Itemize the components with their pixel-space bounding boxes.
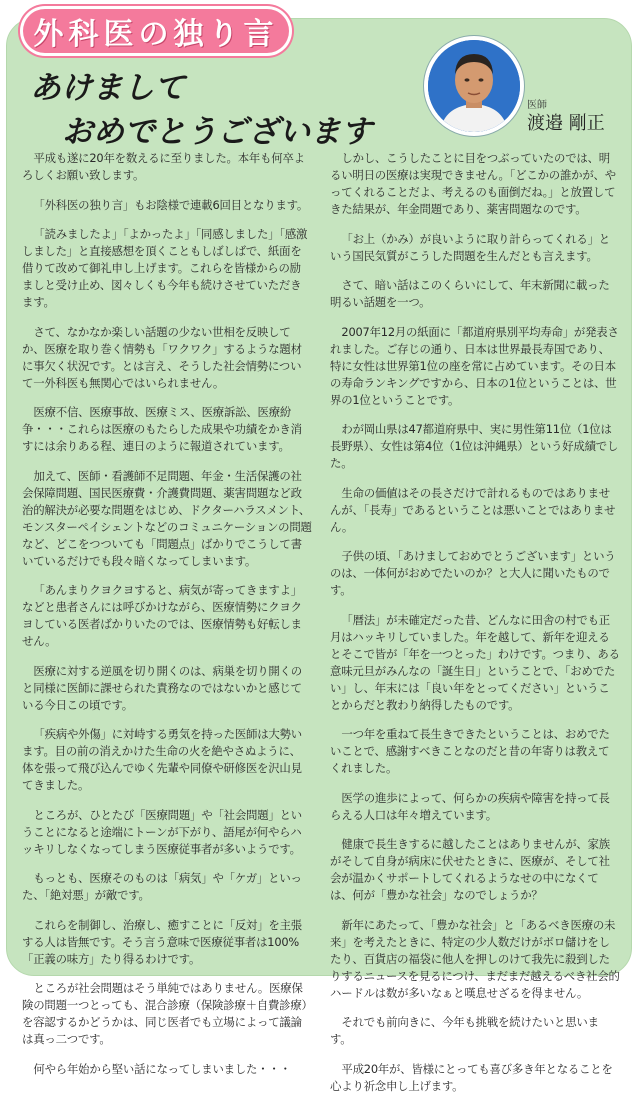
right-column [330,150,620,1107]
paragraph: もっとも、医療そのものは「病気」や「ケガ」といった、「絶対悪」が敵です。 [22,871,302,902]
paragraph: 「あんまりクヨクヨすると、病気が寄ってきますよ」などと患者さんには呼びかけながら、医療情勢にクヨクヨしている医者ばかりいたのでは、医療情勢も好転しません。 [22,583,302,648]
article-headline [30,66,372,154]
paragraph: それでも前向きに、今年も挑戦を続けたいと思います。 [330,1015,599,1046]
paragraph: 「疾病や外傷」に対峙する勇気を持った医師は大勢います。目の前の消えかけた生命の火を絶やさぬように、体を張って飛び込んでゆく先輩や同僚や研修医を沢山見てきました。 [22,727,302,792]
author-role: 医師 [527,100,547,111]
author-name: 渡邉 剛正 [527,113,605,134]
paragraph: 医療不信、医療事故、医療ミス、医療訴訟、医療紛争・・・これらは医療のもたらした成果や功績をかき消すには余りある程、連日のように報道されています。 [22,405,302,453]
paragraph: 何やら年始から堅い話になってしまいました・・・ [33,1061,291,1076]
paragraph: 「読みましたよ」「よかったよ」「同感しました」「感激しました」と直接感想を頂くこともしばしばで、紙面を借りて改めて御礼申し上げます。これらを皆様からの励ましと受け止め、図々しくも今年も続けさせていただきます。 [22,227,308,309]
author-portrait-icon [428,40,520,132]
author-photo [424,36,524,136]
paragraph: 「お上（かみ）が良いように取り計らってくれる」という国民気質がこうした問題を生んだとも言えます。 [330,231,610,263]
paragraph: 健康で長生きするに越したことはありませんが、家族がそして自身が病床に伏せたときに、医療が、そして社会が温かくサポートしてくれるようなせの中になくては、何が「豊かな社会」なのでしょうか？ [330,837,610,902]
headline-line-2: おめでとうございます [62,114,372,150]
paragraph: これらを制御し、治療し、癒すことに「反対」を主張する人は皆無です。そう言う意味で医療従事者は100%「正義の味方」たり得るわけです。 [22,917,302,966]
paragraph: さて、暗い話はこのくらいにして、年末新聞に載った明るい話題を一つ。 [330,278,610,309]
paragraph: 平成も遂に20年を数えるに至りました。本年も何卒よろしくお願い致します。 [22,151,305,182]
paragraph: 生命の価値はその長さだけで計れるものではありませんが、「長寿」であるということは悪いことではありません。 [330,485,616,534]
headline-line-1: あけまして [30,70,185,106]
paragraph: しかし、こうしたことに目をつぶっていたのでは、明るい明日の医療は実現できません。「どこかの誰かが、やってくれることだよ、考えるのも面倒だね。」と放置してきた結果が、年金問題であり、薬害問題なのです。 [330,151,616,216]
paragraph: 「外科医の独り言」もお陰様で連載6回目となります。 [33,197,309,212]
paragraph: 子供の頃、「あけましておめでとうございます」というのは、一体何がおめでたいのか？と大人に聞いたものです。 [330,549,616,597]
paragraph: 「暦法」が未確定だった昔、どんなに田舎の村でも正月はハッキリしていました。年を越して、新年を迎えるとそこで皆が「年を一つとった」わけです。つまり、ある意味元旦がみんなの「誕生日」ということで、「おめでたい」し、年末には「良い年をとってください」ということからだと教わり納得したものです。 [330,612,620,712]
paragraph: 新年にあたって、「豊かな社会」と「あるべき医療の未来」を考えたときに、特定の少人数だけがボロ儲けをしたり、百貨店の福袋に他人を押しのけて我先に殺到したりするニュースを見るにつけ、まだまだ越えるべき社会的ハードルは数が多いなぁと嘆息せざるを得ません。 [330,917,620,1000]
paragraph: ところが、ひとたび「医療問題」や「社会問題」ということになると途端にトーンが下がり、語尾が何やらハッキリしなくなってしまう医療従事者が多いようです。 [22,807,302,856]
paragraph: 医療に対する逆風を切り開くのは、病巣を切り開くのと同様に医師に課せられた責務なのではないかと感じている今日この頃です。 [22,663,302,712]
paragraph: 2007年12月の紙面に「都道府県別平均寿命」が発表されました。ご存じの通り、日本は世界最長寿国であり、特に女性は世界第1位の座を常に占めています。その日本の寿命ランキングですから、日本の1位ということは、世界の1位ということです。 [330,324,619,407]
paragraph: 平成20年が、皆様にとっても喜び多き年となることを心より祈念申し上げます。 [330,1061,613,1093]
series-title-badge [20,6,292,56]
paragraph: 医学の進歩によって、何らかの疾病や障害を持って長らえる人口は年々増えています。 [330,790,610,822]
series-title: 外科医の独り言 [33,17,279,52]
paragraph: ところが社会問題はそう単純ではありません。医療保険の問題一つとっても、混合診療（保険診療＋自費診療）を容認するかどうかは、同じ医者でも立場によって議論は真っ二つです。 [22,981,308,1046]
paragraph: 加えて、医師・看護師不足問題、年金・生活保護の社会保障問題、国民医療費・介護費問題、薬害問題など政治的解決が必要な問題をはじめ、ドクターハラスメント、モンスターペイシェントなどのコミュニケーションの問題など、どこをつついても「問題点」ばかりでこうして書いているだけでも段々暗くなってしまいます。 [22,468,312,568]
left-column [22,150,312,1090]
paragraph: わが岡山県は47都道府県中、実に男性第11位（1位は長野県）、女性は第4位（1位は沖縄県）という好成績でした。 [330,422,619,470]
paragraph: 一つ年を重ねて長生きできたということは、おめでたいことで、感謝すべきことなのだと昔の年寄りは教えてくれました。 [330,727,610,775]
paragraph: さて、なかなか楽しい話題の少ない世相を反映してか、医療を取り巻く情勢も「ワクワク」するような題材に事欠く状況です。とは言え、そうした社会情勢について一外科医も無関心ではいられません。 [22,324,302,390]
